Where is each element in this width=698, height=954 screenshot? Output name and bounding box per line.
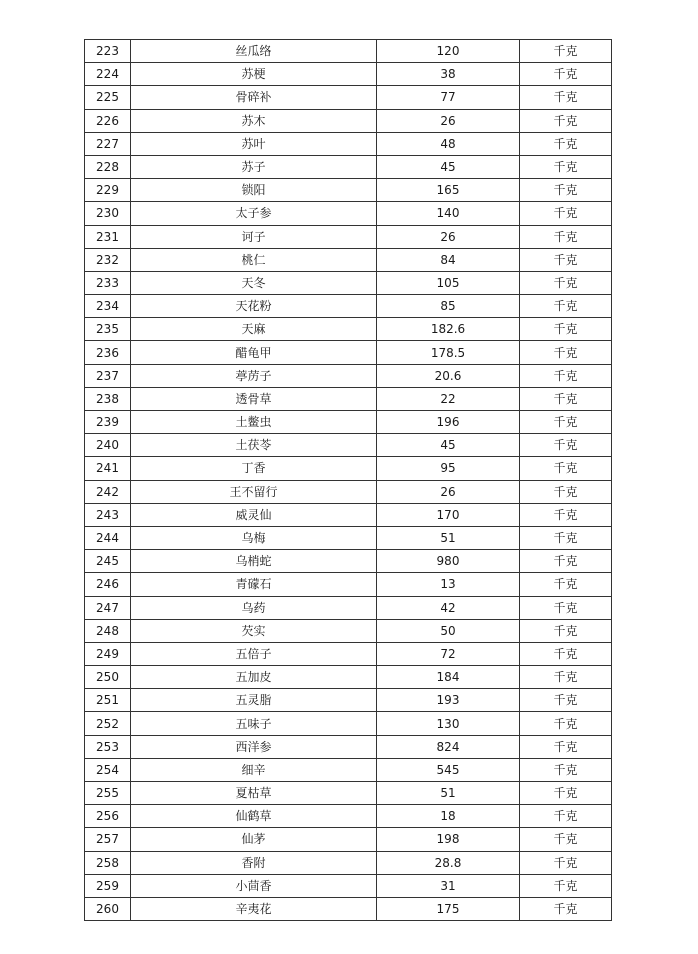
quantity-cell: 165: [377, 179, 520, 202]
quantity-cell: 38: [377, 63, 520, 86]
row-number-cell: 232: [85, 248, 131, 271]
quantity-cell: 26: [377, 480, 520, 503]
unit-cell: 千克: [520, 805, 612, 828]
quantity-cell: 45: [377, 434, 520, 457]
quantity-cell: 42: [377, 596, 520, 619]
row-number-cell: 225: [85, 86, 131, 109]
quantity-cell: 193: [377, 689, 520, 712]
table-row: [85, 550, 612, 573]
row-number-cell: 234: [85, 295, 131, 318]
herb-name-cell: 王不留行: [131, 480, 377, 503]
quantity-cell: 22: [377, 387, 520, 410]
row-number-cell: 250: [85, 666, 131, 689]
table-row: [85, 40, 612, 63]
unit-cell: 千克: [520, 109, 612, 132]
row-number-cell: 248: [85, 619, 131, 642]
table-row: [85, 271, 612, 294]
unit-cell: 千克: [520, 434, 612, 457]
table-row: [85, 225, 612, 248]
row-number-cell: 247: [85, 596, 131, 619]
table-row: [85, 387, 612, 410]
row-number-cell: 238: [85, 387, 131, 410]
row-number-cell: 249: [85, 642, 131, 665]
quantity-cell: 28.8: [377, 851, 520, 874]
table-row: [85, 782, 612, 805]
herb-name-cell: 土茯苓: [131, 434, 377, 457]
row-number-cell: 252: [85, 712, 131, 735]
herb-name-cell: 天麻: [131, 318, 377, 341]
herb-name-cell: 醋龟甲: [131, 341, 377, 364]
table-row: [85, 295, 612, 318]
table-row: [85, 689, 612, 712]
table-row: [85, 851, 612, 874]
unit-cell: 千克: [520, 851, 612, 874]
unit-cell: 千克: [520, 782, 612, 805]
row-number-cell: 251: [85, 689, 131, 712]
row-number-cell: 244: [85, 526, 131, 549]
herb-name-cell: 苏梗: [131, 63, 377, 86]
row-number-cell: 237: [85, 364, 131, 387]
herb-name-cell: 仙茅: [131, 828, 377, 851]
herb-name-cell: 乌梅: [131, 526, 377, 549]
row-number-cell: 223: [85, 40, 131, 63]
table-row: [85, 897, 612, 920]
row-number-cell: 235: [85, 318, 131, 341]
quantity-cell: 140: [377, 202, 520, 225]
herb-name-cell: 苏子: [131, 155, 377, 178]
unit-cell: 千克: [520, 758, 612, 781]
unit-cell: 千克: [520, 573, 612, 596]
unit-cell: 千克: [520, 248, 612, 271]
table-row: [85, 86, 612, 109]
quantity-cell: 95: [377, 457, 520, 480]
unit-cell: 千克: [520, 411, 612, 434]
table-row: [85, 364, 612, 387]
row-number-cell: 231: [85, 225, 131, 248]
row-number-cell: 236: [85, 341, 131, 364]
unit-cell: 千克: [520, 318, 612, 341]
herb-name-cell: 太子参: [131, 202, 377, 225]
quantity-cell: 545: [377, 758, 520, 781]
row-number-cell: 259: [85, 874, 131, 897]
quantity-cell: 824: [377, 735, 520, 758]
herb-name-cell: 夏枯草: [131, 782, 377, 805]
herb-name-cell: 五味子: [131, 712, 377, 735]
unit-cell: 千克: [520, 364, 612, 387]
herb-name-cell: 锁阳: [131, 179, 377, 202]
herb-name-cell: 诃子: [131, 225, 377, 248]
table-body: [85, 40, 612, 921]
quantity-cell: 13: [377, 573, 520, 596]
herb-name-cell: 乌梢蛇: [131, 550, 377, 573]
unit-cell: 千克: [520, 63, 612, 86]
quantity-cell: 51: [377, 526, 520, 549]
unit-cell: 千克: [520, 132, 612, 155]
table-row: [85, 411, 612, 434]
unit-cell: 千克: [520, 155, 612, 178]
table-row: [85, 619, 612, 642]
quantity-cell: 18: [377, 805, 520, 828]
unit-cell: 千克: [520, 897, 612, 920]
table-row: [85, 318, 612, 341]
row-number-cell: 226: [85, 109, 131, 132]
unit-cell: 千克: [520, 874, 612, 897]
unit-cell: 千克: [520, 457, 612, 480]
herb-name-cell: 丁香: [131, 457, 377, 480]
unit-cell: 千克: [520, 387, 612, 410]
table-row: [85, 503, 612, 526]
quantity-cell: 26: [377, 109, 520, 132]
quantity-cell: 26: [377, 225, 520, 248]
herb-name-cell: 五灵脂: [131, 689, 377, 712]
herb-name-cell: 威灵仙: [131, 503, 377, 526]
quantity-cell: 72: [377, 642, 520, 665]
table-row: [85, 874, 612, 897]
quantity-cell: 84: [377, 248, 520, 271]
herb-name-cell: 芡实: [131, 619, 377, 642]
herb-quantity-table: [84, 39, 612, 921]
table-row: [85, 735, 612, 758]
row-number-cell: 254: [85, 758, 131, 781]
table-row: [85, 248, 612, 271]
unit-cell: 千克: [520, 619, 612, 642]
herb-name-cell: 桃仁: [131, 248, 377, 271]
table-row: [85, 480, 612, 503]
herb-name-cell: 苏木: [131, 109, 377, 132]
table-row: [85, 758, 612, 781]
unit-cell: 千克: [520, 735, 612, 758]
quantity-cell: 20.6: [377, 364, 520, 387]
unit-cell: 千克: [520, 271, 612, 294]
quantity-cell: 85: [377, 295, 520, 318]
quantity-cell: 31: [377, 874, 520, 897]
unit-cell: 千克: [520, 666, 612, 689]
row-number-cell: 246: [85, 573, 131, 596]
herb-name-cell: 香附: [131, 851, 377, 874]
herb-name-cell: 土鳖虫: [131, 411, 377, 434]
table-row: [85, 63, 612, 86]
herb-name-cell: 仙鹤草: [131, 805, 377, 828]
unit-cell: 千克: [520, 712, 612, 735]
table-row: [85, 828, 612, 851]
row-number-cell: 229: [85, 179, 131, 202]
unit-cell: 千克: [520, 202, 612, 225]
herb-name-cell: 苏叶: [131, 132, 377, 155]
unit-cell: 千克: [520, 550, 612, 573]
herb-name-cell: 五倍子: [131, 642, 377, 665]
quantity-cell: 120: [377, 40, 520, 63]
table-row: [85, 132, 612, 155]
herb-name-cell: 辛夷花: [131, 897, 377, 920]
quantity-cell: 178.5: [377, 341, 520, 364]
quantity-cell: 48: [377, 132, 520, 155]
herb-name-cell: 五加皮: [131, 666, 377, 689]
quantity-cell: 105: [377, 271, 520, 294]
herb-name-cell: 细辛: [131, 758, 377, 781]
quantity-cell: 182.6: [377, 318, 520, 341]
herb-name-cell: 西洋参: [131, 735, 377, 758]
unit-cell: 千克: [520, 86, 612, 109]
unit-cell: 千克: [520, 526, 612, 549]
row-number-cell: 242: [85, 480, 131, 503]
row-number-cell: 257: [85, 828, 131, 851]
row-number-cell: 241: [85, 457, 131, 480]
quantity-cell: 175: [377, 897, 520, 920]
quantity-cell: 130: [377, 712, 520, 735]
unit-cell: 千克: [520, 480, 612, 503]
table-row: [85, 596, 612, 619]
table-row: [85, 155, 612, 178]
unit-cell: 千克: [520, 341, 612, 364]
row-number-cell: 233: [85, 271, 131, 294]
quantity-cell: 184: [377, 666, 520, 689]
quantity-cell: 196: [377, 411, 520, 434]
unit-cell: 千克: [520, 828, 612, 851]
row-number-cell: 260: [85, 897, 131, 920]
table-row: [85, 526, 612, 549]
row-number-cell: 224: [85, 63, 131, 86]
quantity-cell: 980: [377, 550, 520, 573]
herb-name-cell: 青礞石: [131, 573, 377, 596]
row-number-cell: 258: [85, 851, 131, 874]
unit-cell: 千克: [520, 596, 612, 619]
unit-cell: 千克: [520, 295, 612, 318]
table-row: [85, 109, 612, 132]
table-row: [85, 666, 612, 689]
table-row: [85, 642, 612, 665]
row-number-cell: 230: [85, 202, 131, 225]
table-row: [85, 434, 612, 457]
unit-cell: 千克: [520, 689, 612, 712]
quantity-cell: 170: [377, 503, 520, 526]
unit-cell: 千克: [520, 179, 612, 202]
table-row: [85, 179, 612, 202]
herb-name-cell: 葶苈子: [131, 364, 377, 387]
table-row: [85, 202, 612, 225]
quantity-cell: 50: [377, 619, 520, 642]
herb-name-cell: 透骨草: [131, 387, 377, 410]
row-number-cell: 256: [85, 805, 131, 828]
unit-cell: 千克: [520, 503, 612, 526]
row-number-cell: 243: [85, 503, 131, 526]
quantity-cell: 45: [377, 155, 520, 178]
table-row: [85, 712, 612, 735]
table-row: [85, 805, 612, 828]
quantity-cell: 51: [377, 782, 520, 805]
row-number-cell: 227: [85, 132, 131, 155]
herb-name-cell: 乌药: [131, 596, 377, 619]
herb-name-cell: 天花粉: [131, 295, 377, 318]
herb-name-cell: 骨碎补: [131, 86, 377, 109]
unit-cell: 千克: [520, 642, 612, 665]
herb-name-cell: 天冬: [131, 271, 377, 294]
row-number-cell: 245: [85, 550, 131, 573]
table-row: [85, 457, 612, 480]
unit-cell: 千克: [520, 225, 612, 248]
row-number-cell: 228: [85, 155, 131, 178]
table-row: [85, 341, 612, 364]
row-number-cell: 255: [85, 782, 131, 805]
row-number-cell: 240: [85, 434, 131, 457]
row-number-cell: 239: [85, 411, 131, 434]
quantity-cell: 77: [377, 86, 520, 109]
row-number-cell: 253: [85, 735, 131, 758]
herb-name-cell: 丝瓜络: [131, 40, 377, 63]
table-row: [85, 573, 612, 596]
unit-cell: 千克: [520, 40, 612, 63]
herb-name-cell: 小茴香: [131, 874, 377, 897]
quantity-cell: 198: [377, 828, 520, 851]
